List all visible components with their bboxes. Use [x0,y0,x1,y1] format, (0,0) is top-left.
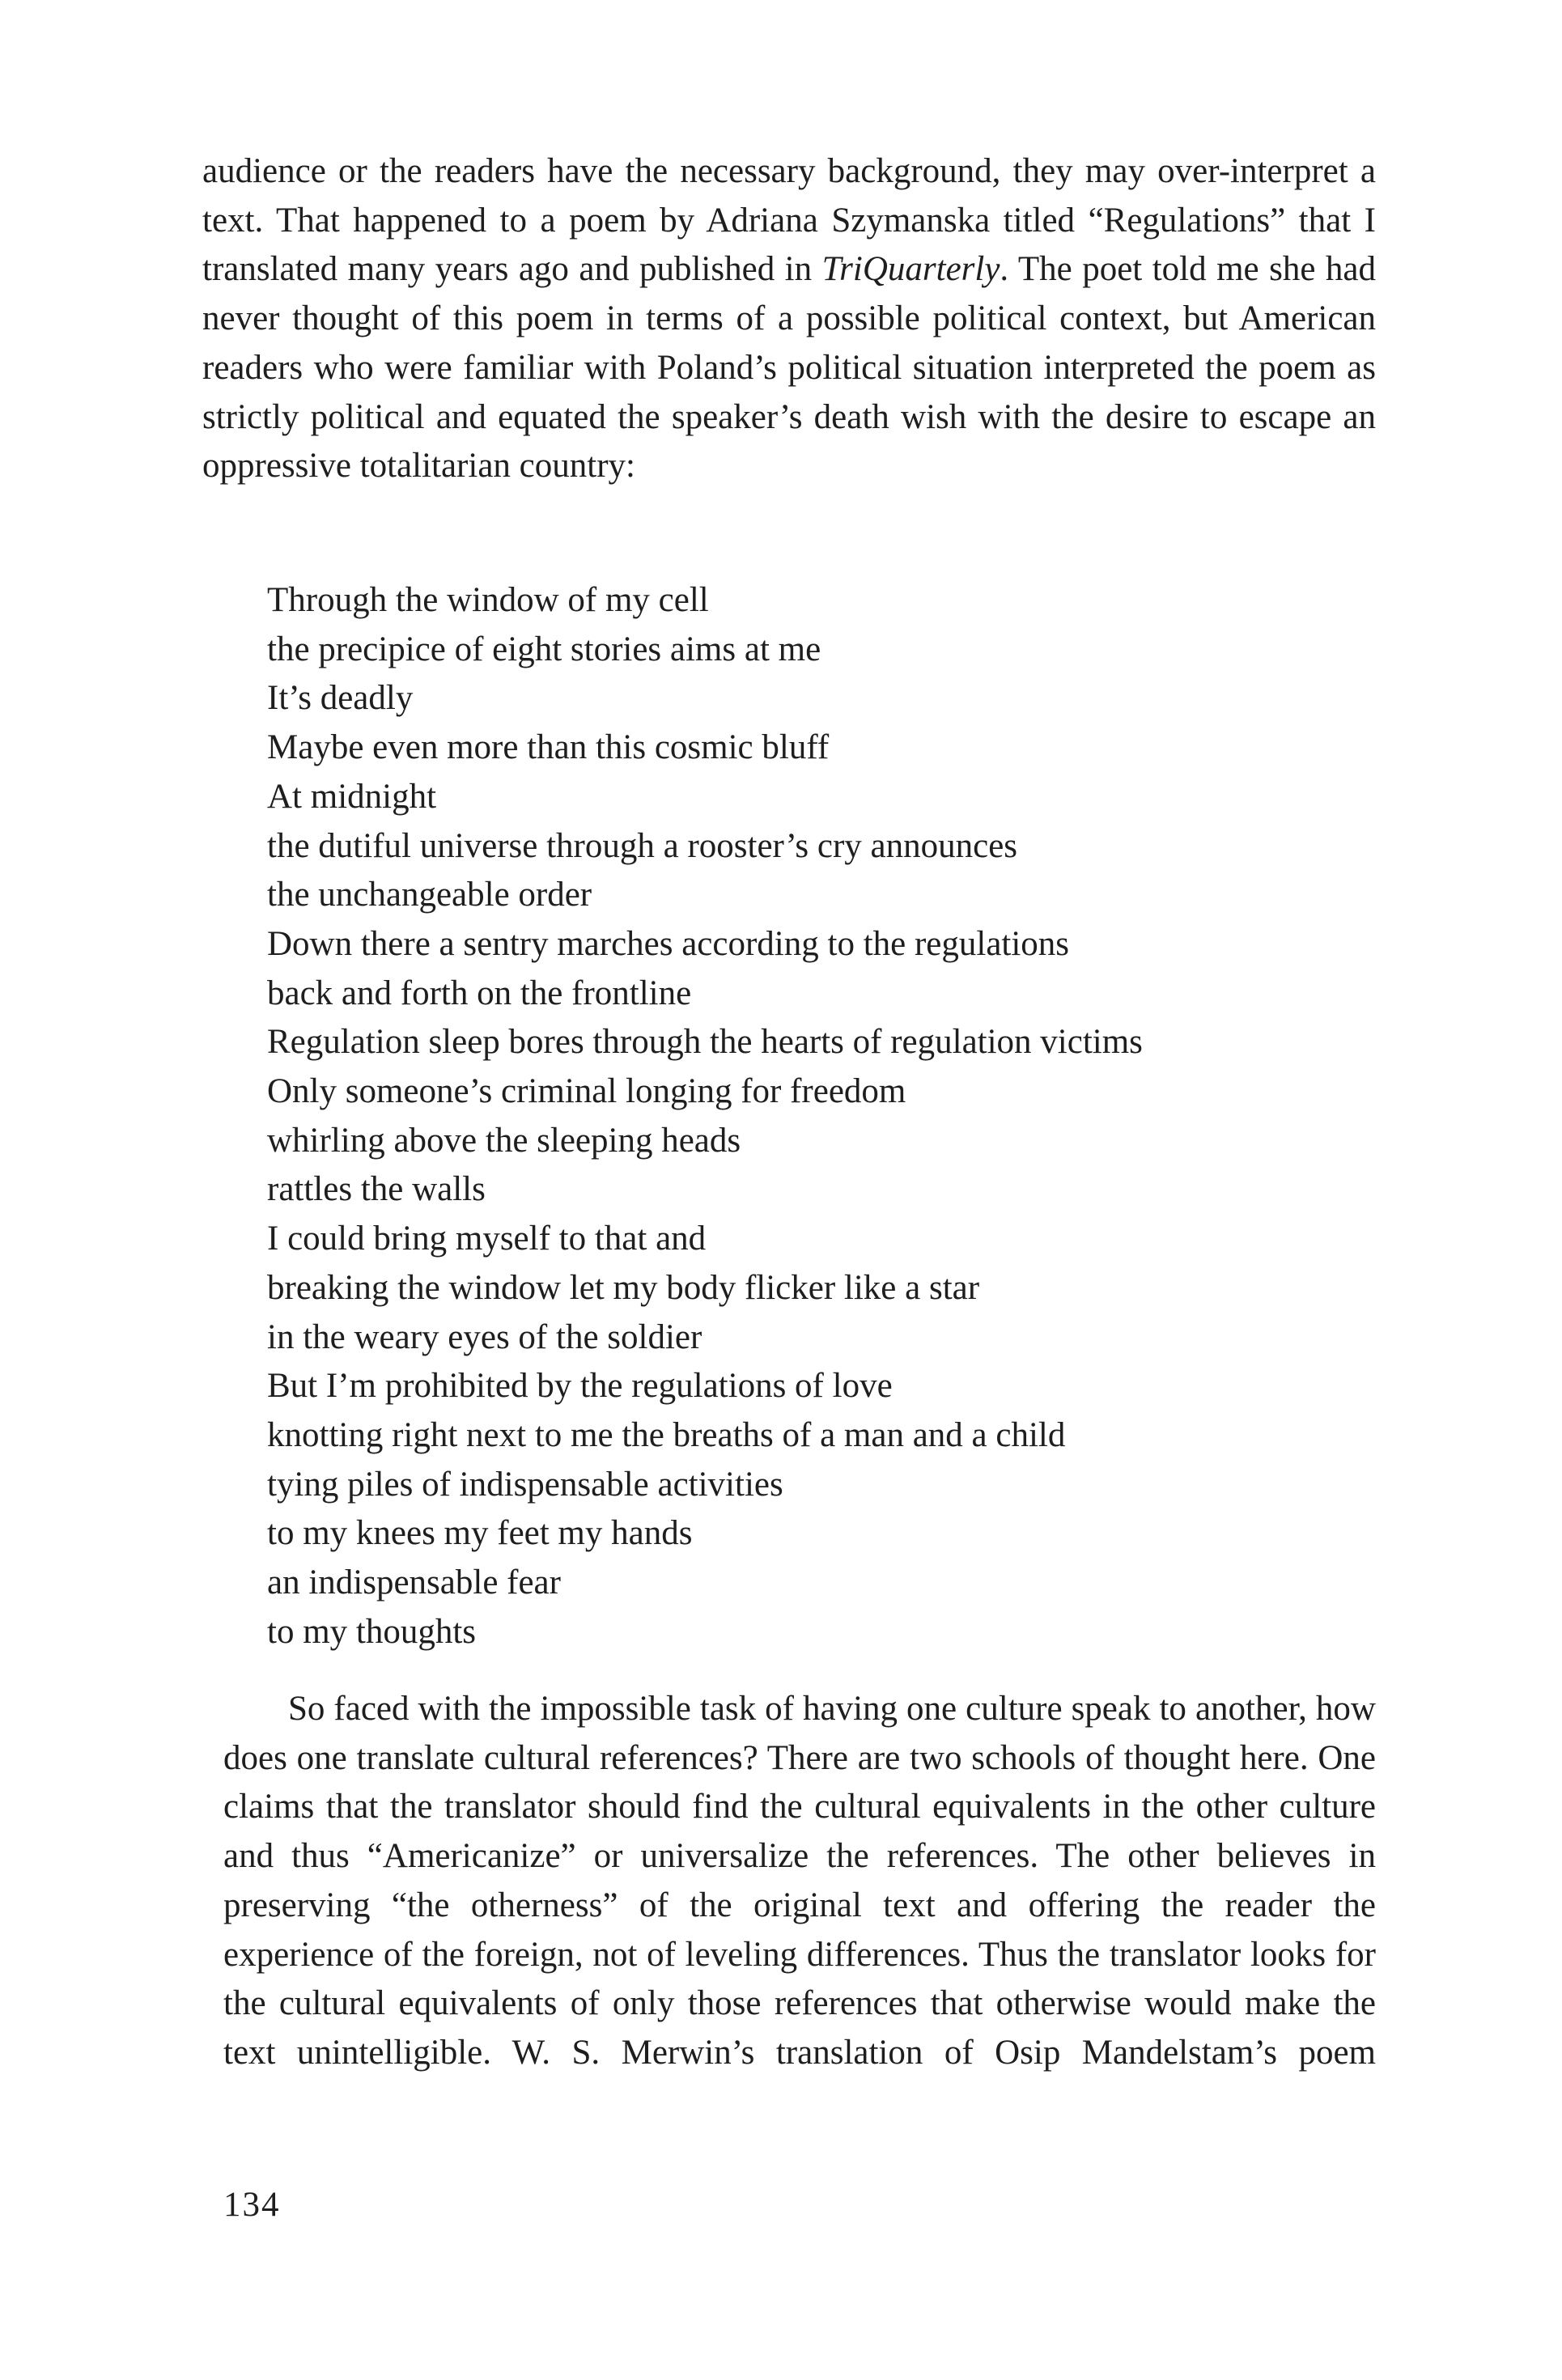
poem-line: I could bring myself to that and [267,1220,707,1258]
poem-line: in the weary eyes of the soldier [267,1317,702,1356]
poem-line: an indispensable fear [267,1563,561,1602]
poem-line: Through the window of my cell [267,581,709,619]
poem-line: At midnight [267,777,437,816]
poem-line: the dutiful universe through a rooster’s cry announces [267,826,1018,865]
page-number: 134 [223,2186,281,2224]
poem-line: breaking the window let my body flicker like a star [267,1268,980,1307]
poem-line: whirling above the sleeping heads [267,1121,741,1160]
poem-line: Down there a sentry marches according to the regulations [267,924,1070,963]
journal-title-italic: TriQuarterly [821,250,1000,289]
body-paragraph-1 [202,147,1376,491]
paragraph-1-text-end: . The poet told me she had never thought of this poem in terms of a possible political context, but American readers who were familiar with Poland’s political situation interpreted the poem as strictly political and equated the speaker’s death wish with the desire to escape an oppressive totalitarian country: [202,250,1376,486]
poem-line: Regulation sleep bores through the hearts of regulation victims [267,1023,1143,1062]
body-paragraph-2 [223,1685,1376,2078]
poem-line: to my knees my feet my hands [267,1514,693,1553]
poem-line: the unchangeable order [267,876,592,914]
poem-line: It’s deadly [267,679,414,718]
paragraph-1-text-start: audience or the readers have the necessary background, they may over-interpret a text. That happened to a poem by Adriana Szymanska titled “Regulations” that I translated many years ago and published in [202,152,1376,289]
poem-line: rattles the walls [267,1170,486,1209]
poem-line: knotting right next to me the breaths of a man and a child [267,1415,1066,1454]
poem-line: Maybe even more than this cosmic bluff [267,728,830,767]
poem-line: the precipice of eight stories aims at me [267,630,821,668]
poem-line: But I’m prohibited by the regulations of love [267,1367,893,1406]
poem-line: Only someone’s criminal longing for freedom [267,1072,906,1111]
poem-line: tying piles of indispensable activities [267,1465,783,1504]
quoted-poem [267,576,1319,1657]
poem-line: to my thoughts [267,1612,477,1651]
poem-line: back and forth on the frontline [267,974,692,1012]
paragraph-2-text: So faced with the impossible task of having one culture speak to another, how does one translate cultural references? There are two schools of thought here. One claims that the translator should find the cultural equivalents in the other culture and thus “Americanize” or universalize the references. The other believes in preserving “the otherness” of the original text and offering the reader the experience of the foreign, not of leveling differences. Thus the translator looks for the cultural equivalents of only those references that otherwise would make the text unintelligible. W. S. Merwin’s translation of Osip Mandelstam’s poem [223,1690,1376,2072]
